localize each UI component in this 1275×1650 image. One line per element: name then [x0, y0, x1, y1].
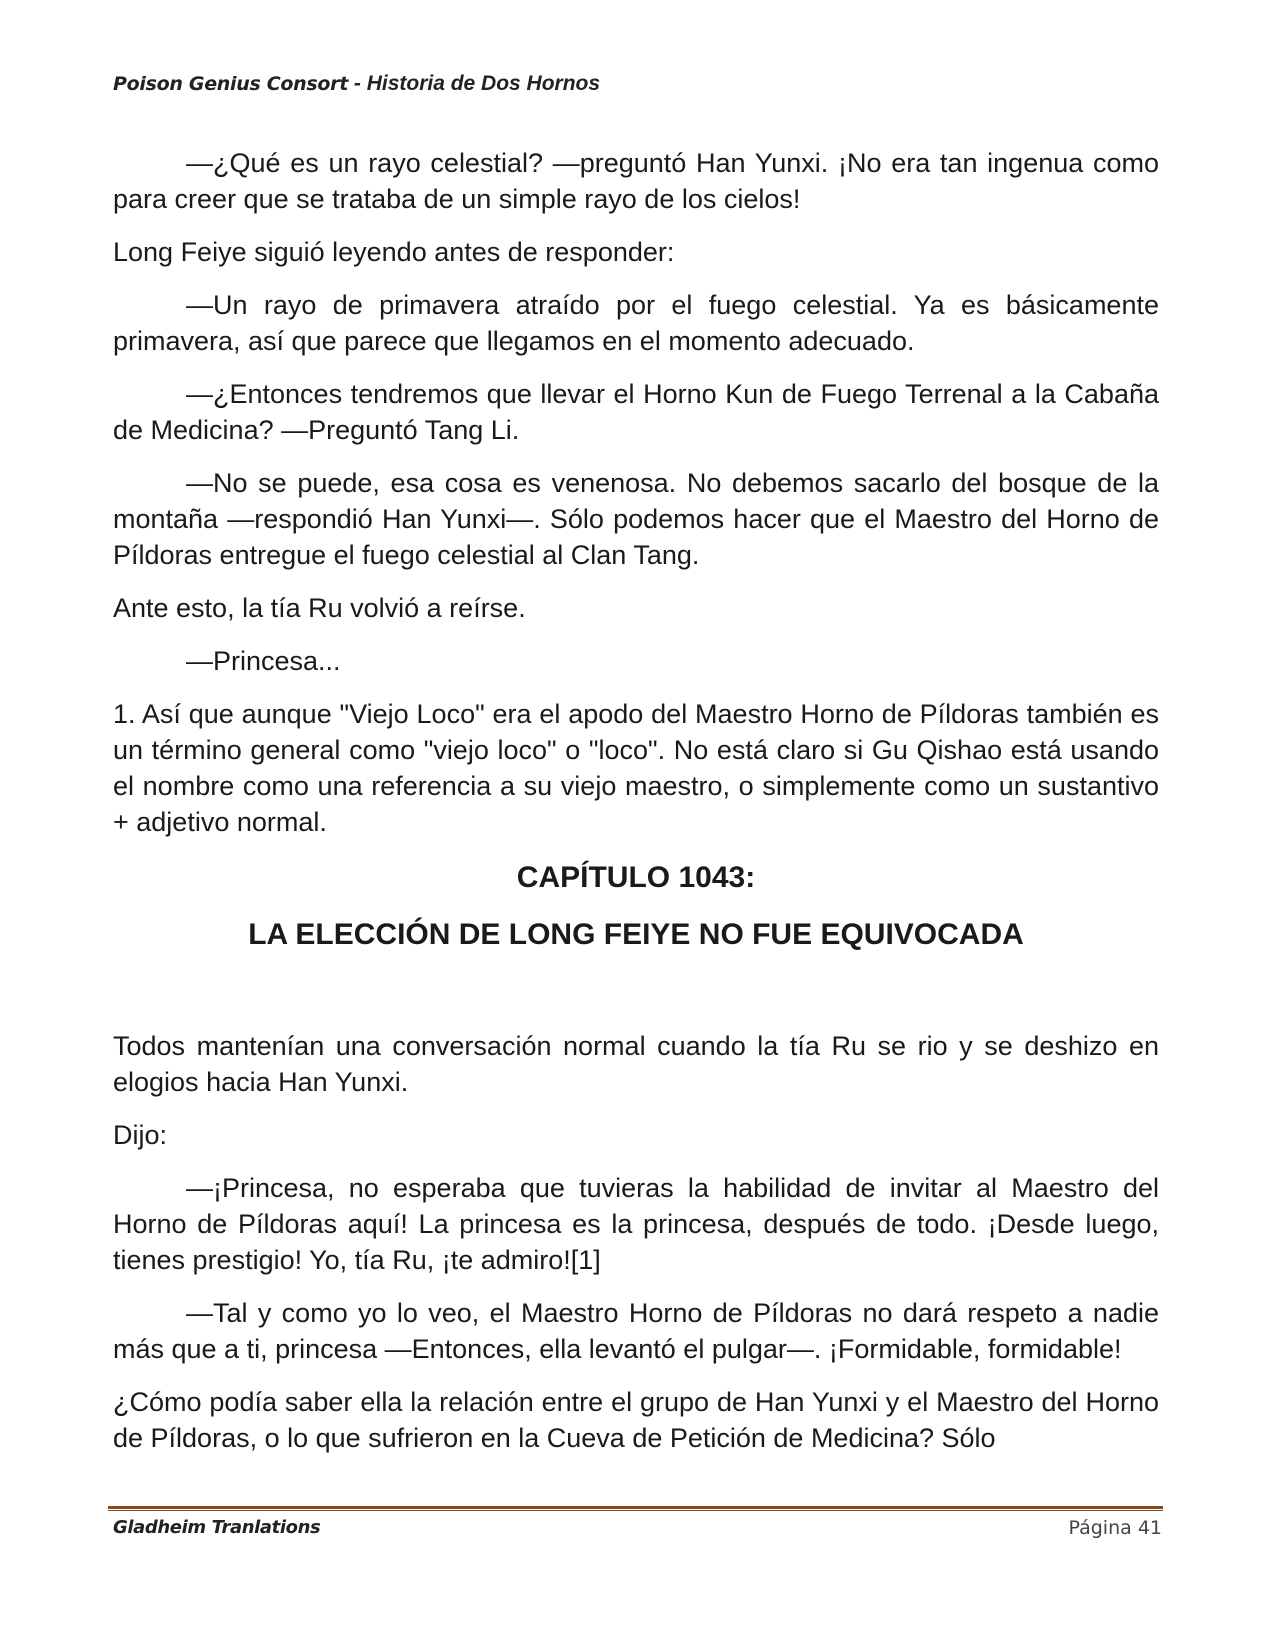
paragraph: Todos mantenían una conversación normal cuando la tía Ru se rio y se deshizo en elogios hacia Han Yunxi. [113, 1031, 1159, 1097]
chapter-title: LA ELECCIÓN DE LONG FEIYE NO FUE EQUIVOCADA [248, 918, 1024, 951]
book-subtitle: Historia de Dos Hornos [366, 72, 601, 95]
running-header [113, 72, 600, 96]
footer-divider [108, 1506, 1163, 1511]
page-label: Página [1068, 1517, 1132, 1539]
footnote-paragraph: 1. Así que aunque "Viejo Loco" era el apodo del Maestro Horno de Píldoras también es un término general como "viejo loco" o "loco". No está claro si Gu Qishao está usando el nombre como una referencia a su viejo maestro, o simplemente como un sustantivo + adjetivo normal. [113, 699, 1159, 837]
paragraph: —Un rayo de primavera atraído por el fuego celestial. Ya es básicamente primavera, así que parece que llegamos en el momento adecuado. [113, 290, 1159, 356]
page-body [113, 145, 1159, 1473]
page-number-value: 41 [1137, 1517, 1162, 1539]
paragraph: ¿Cómo podía saber ella la relación entre el grupo de Han Yunxi y el Maestro del Horno de Píldoras, o lo que sufrieron en la Cueva de Petición de Medicina? Sólo [113, 1387, 1159, 1453]
paragraph: Dijo: [113, 1120, 168, 1150]
chapter-number: CAPÍTULO 1043: [516, 861, 756, 894]
paragraph: —Tal y como yo lo veo, el Maestro Horno de Píldoras no dará respeto a nadie más que a ti, princesa —Entonces, ella levantó el pulgar—. ¡Formidable, formidable! [113, 1298, 1159, 1364]
paragraph: —¡Princesa, no esperaba que tuvieras la habilidad de invitar al Maestro del Horno de Píldoras aquí! La princesa es la princesa, después de todo. ¡Desde luego, tienes prestigio! Yo, tía Ru, ¡te admiro![1] [113, 1173, 1159, 1275]
series-title: Poison Genius Consort [113, 73, 349, 95]
paragraph: Ante esto, la tía Ru volvió a reírse. [113, 593, 526, 623]
publisher-name: Gladheim Tranlations [113, 1517, 321, 1538]
paragraph: —Princesa... [186, 646, 341, 676]
paragraph: —No se puede, esa cosa es venenosa. No debemos sacarlo del bosque de la montaña —respondió Han Yunxi—. Sólo podemos hacer que el Maestro del Horno de Píldoras entregue el fuego celestial al Clan Tang. [113, 468, 1159, 570]
paragraph: —¿Qué es un rayo celestial? —preguntó Han Yunxi. ¡No era tan ingenua como para creer que se trataba de un simple rayo de los cielos! [113, 148, 1159, 214]
header-separator: - [348, 72, 367, 95]
paragraph: —¿Entonces tendremos que llevar el Horno Kun de Fuego Terrenal a la Cabaña de Medicina? —Preguntó Tang Li. [113, 379, 1159, 445]
paragraph: Long Feiye siguió leyendo antes de responder: [113, 237, 675, 267]
page-number [1068, 1517, 1162, 1539]
